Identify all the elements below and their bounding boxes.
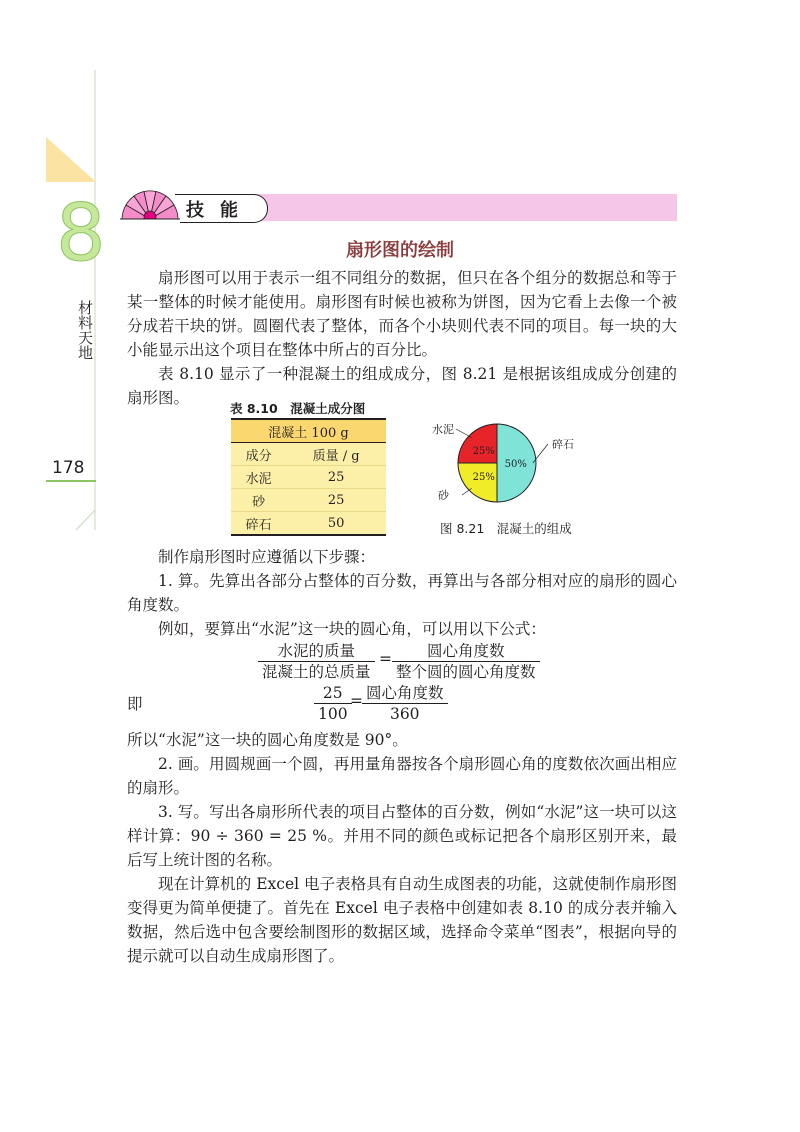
- section-title: 扇形图的绘制: [346, 240, 454, 261]
- step-2: 2. 画。用圆规画一个圆，再用量角器按各个扇形圆心角的度数依次画出相应的扇形。: [127, 755, 677, 797]
- formula-numerator: 水泥的质量: [258, 641, 375, 662]
- pie-value-label: 25%: [472, 445, 495, 457]
- chapter-corner-triangle: [46, 137, 96, 182]
- steps-intro: 制作扇形图时应遵循以下步骤：: [158, 548, 376, 566]
- closing-paragraph: 现在计算机的 Excel 电子表格具有自动生成图表的功能，这就使制作扇形图变得更为简单便捷了。首先在 Excel 电子表格中创建如表 8.10 的成分表并输入数据，然后选中包含要绘制图形的数据区域，选择命令菜单“图表”，根据向导的提示就可以自动生成扇形图了。: [127, 875, 677, 965]
- intro-paragraph: 表 8.10 显示了一种混凝土的组成成分，图 8.21 是根据该组成成分创建的扇形图。: [127, 365, 677, 407]
- pie-slice: [458, 424, 497, 463]
- figure-caption: 图 8.21 混凝土的组成: [440, 521, 572, 536]
- step-1: 1. 算。先算出各部分占整体的百分数，再算出与各部分相对应的扇形的圆心角度数。: [127, 572, 677, 614]
- concrete-pie-chart: [424, 415, 584, 535]
- formula-equals: =: [379, 650, 392, 668]
- concrete-composition-table: [231, 418, 386, 536]
- table-cell: 砂: [231, 489, 286, 512]
- formula-numerator: 圆心角度数: [362, 683, 448, 704]
- steps-text: [127, 545, 677, 641]
- table-header: 混凝土 100 g: [231, 419, 386, 443]
- pie-category-label: 碎石: [552, 438, 574, 451]
- formula-fraction-left: [258, 641, 375, 682]
- formula-denominator: 100: [318, 705, 348, 723]
- table-row: [231, 489, 386, 512]
- chapter-number: 8: [56, 189, 106, 279]
- step-3: 3. 写。写出各扇形所代表的项目占整体的百分数，例如“水泥”这一块可以这样计算：90 ÷ 360 = 25 %。并用不同的颜色或标记把各个扇形区别开来，最后写上统计图的名称。: [127, 803, 677, 869]
- table-row: [231, 512, 386, 536]
- formula-fraction-right: [392, 641, 540, 682]
- formula-denominator: 混凝土的总质量: [262, 663, 371, 681]
- example-intro: 例如，要算出“水泥”这一块的圆心角，可以用以下公式：: [158, 620, 546, 638]
- formula-numerator: 圆心角度数: [392, 641, 540, 662]
- pie-value-label: 50%: [504, 459, 527, 470]
- formula-denominator: 整个圆的圆心角度数: [396, 663, 536, 681]
- pie-category-label: 砂: [438, 489, 449, 502]
- table-cell: 25: [286, 489, 386, 512]
- column-header: 质量 / g: [286, 443, 386, 466]
- column-header: 成分: [231, 443, 286, 466]
- table-caption: 表 8.10 混凝土成分图: [230, 401, 366, 416]
- steps-text-continued: [127, 728, 677, 968]
- formula-result: 所以“水泥”这一块的圆心角度数是 90°。: [127, 731, 408, 749]
- formula-connector: 即: [127, 695, 143, 713]
- sunburst-icon: [120, 183, 180, 223]
- pie-callout-line: [456, 429, 472, 438]
- skill-section-label: 技能: [186, 200, 254, 221]
- formula-fraction-left: [314, 683, 352, 724]
- page-number-rule: [46, 480, 96, 482]
- table-cell: 25: [286, 466, 386, 489]
- pie-category-label: 水泥: [432, 423, 454, 436]
- formula-numerator: 25: [314, 683, 352, 704]
- table-cell: 50: [286, 512, 386, 536]
- formula-equals: =: [350, 692, 363, 710]
- intro-paragraph: 扇形图可以用于表示一组不同组分的数据，但只在各个组分的数据总和等于某一整体的时候才能使用。扇形图有时候也被称为饼图，因为它看上去像一个被分成若干块的饼。圆圈代表了整体，而各个小块则代表不同的项目。每一块的大小能显示出这个项目在整体中所占的百分比。: [127, 269, 677, 359]
- pie-value-label: 25%: [472, 472, 495, 484]
- formula-denominator: 360: [389, 705, 420, 723]
- table-cell: 碎石: [231, 512, 286, 536]
- intro-text: [127, 266, 677, 410]
- page-number: 178: [52, 458, 85, 478]
- chapter-label: 材料天地: [76, 300, 94, 360]
- table-row: [231, 466, 386, 489]
- table-cell: 水泥: [231, 466, 286, 489]
- formula-fraction-right: [362, 683, 448, 724]
